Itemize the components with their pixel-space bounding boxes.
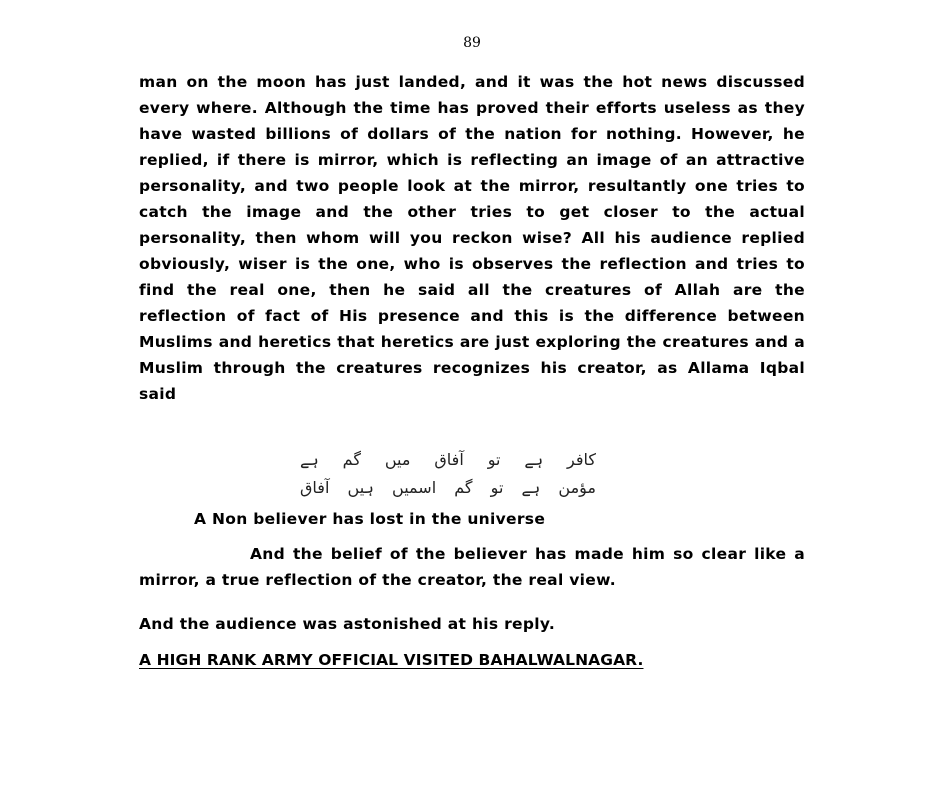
urdu-verse-line-2: مؤمن ہے تو گم اسمیں ہیں آفاق bbox=[300, 478, 596, 497]
section-heading: A HIGH RANK ARMY OFFICIAL VISITED BAHALWALNAGAR. bbox=[139, 651, 644, 669]
urdu-verse bbox=[300, 446, 596, 502]
body-paragraph-belief: And the belief of the believer has made him so clear like a mirror, a true reflection of the creator, the real view. bbox=[139, 545, 805, 589]
body-paragraph-audience: And the audience was astonished at his reply. bbox=[139, 615, 556, 633]
verse-translation: A Non believer has lost in the universe bbox=[194, 510, 546, 528]
urdu-verse-line-1: کافر ہے تو آفاق میں گم ہے bbox=[300, 450, 596, 469]
body-paragraph-main: man on the moon has just landed, and it was the hot news discussed every where. Although the time has proved their efforts useless as they have wasted billions of dollars of the nation for nothing. However, he replied, if there is mirror, which is reflecting an image of an attractive personality, and two people look at the mirror, resultantly one tries to catch the image and the other tries to get closer to the actual personality, then whom will you reckon wise? All his audience replied obviously, wiser is the one, who is observes the reflection and tries to find the real one, then he said all the creatures of Allah are the reflection of fact of His presence and this is the difference between Muslims and heretics that heretics are just exploring the creatures and a Muslim through the creatures recognizes his creator, as Allama Iqbal said bbox=[139, 73, 805, 403]
page-number: 89 bbox=[463, 35, 481, 51]
